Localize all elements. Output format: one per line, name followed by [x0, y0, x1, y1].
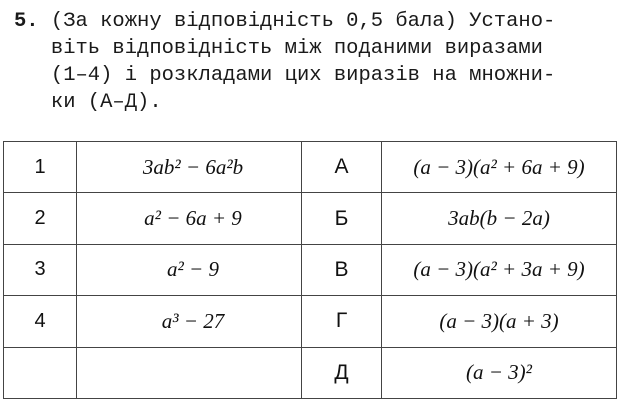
expression-text: a² − 6a + 9 [144, 206, 242, 231]
factorization-text: 3ab(b − 2a) [448, 206, 550, 231]
factorization-text: (a − 3)(a + 3) [439, 308, 559, 333]
factorization-letter: Д [302, 347, 382, 398]
table-row [4, 347, 617, 398]
expression-index: 2 [4, 193, 77, 244]
expression-cell [77, 193, 302, 244]
factorization-cell [382, 347, 617, 398]
factorization-cell [382, 193, 617, 244]
factorization-text: (a − 3)(a² + 3a + 9) [413, 257, 585, 282]
factorization-cell [382, 296, 617, 347]
factorization-cell [382, 244, 617, 295]
factorization-text: (a − 3)² [466, 360, 532, 385]
task-statement [14, 8, 610, 116]
expression-text: a² − 9 [167, 257, 219, 282]
factorization-letter: А [302, 142, 382, 193]
factorization-text: (a − 3)(a² + 6a + 9) [413, 154, 585, 179]
task-number: 5. [14, 10, 39, 33]
task-text-line-3: (1–4) і розкладами цих виразів на множни- [50, 64, 556, 87]
task-line-2 [14, 35, 610, 62]
expression-text: 3ab² − 6a²b [142, 154, 244, 179]
expression-index: 1 [4, 142, 77, 193]
expression-cell [77, 142, 302, 193]
expression-cell [77, 347, 302, 398]
task-line-3 [14, 62, 610, 89]
task-text-line-4: ки (А–Д). [50, 91, 162, 114]
task-line-4 [14, 89, 610, 116]
expression-index: 4 [4, 296, 77, 347]
expression-index: 3 [4, 244, 77, 295]
expression-cell [77, 244, 302, 295]
expression-cell [77, 296, 302, 347]
expression-text: a³ − 27 [161, 308, 225, 333]
factorization-letter: В [302, 244, 382, 295]
table-row [4, 193, 617, 244]
table-row [4, 142, 617, 193]
expression-index [4, 347, 77, 398]
table-row [4, 296, 617, 347]
task-text-line-2: віть відповідність між поданими виразами [50, 37, 543, 60]
factorization-cell [382, 142, 617, 193]
task-text-line-1: (За кожну відповідність 0,5 бала) Устано- [50, 10, 556, 33]
task-line-1 [14, 8, 610, 35]
factorization-letter: Г [302, 296, 382, 347]
matching-table [3, 141, 617, 399]
factorization-letter: Б [302, 193, 382, 244]
table-row [4, 244, 617, 295]
